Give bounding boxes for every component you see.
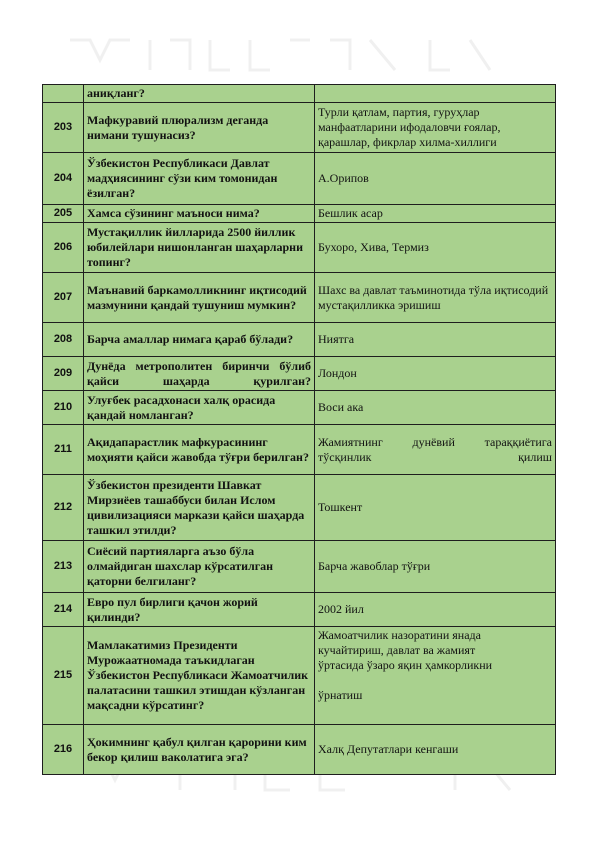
table-row — [43, 323, 556, 357]
qa-table — [42, 84, 556, 775]
answer-cell: Халқ Депутатлари кенгаши — [315, 725, 556, 775]
answer-cell — [315, 627, 556, 725]
row-number: 205 — [43, 205, 84, 223]
answer-line: ўртасида ўзаро яқин ҳамкорликни — [318, 658, 493, 672]
row-number: 209 — [43, 357, 84, 391]
row-number: 206 — [43, 223, 84, 273]
row-number: 207 — [43, 273, 84, 323]
answer-line: ўрнатиш — [318, 688, 363, 702]
table-row — [43, 593, 556, 627]
question-cell: Евро пул бирлиги қачон жорий қилинди? — [84, 593, 315, 627]
question-cell: Дунёда метрополитен биринчи бўлиб қайси шаҳарда қурилган? — [84, 357, 315, 391]
table-row — [43, 391, 556, 425]
answer-cell: Бухоро, Хива, Термиз — [315, 223, 556, 273]
question-cell: Мамлакатимиз Президенти Мурожаатномада таъкидлаган Ўзбекистон Республикаси Жамоатчилик палатасини ташкил этишдан кўзланган мақсадни кўрсатинг? — [84, 627, 315, 725]
row-number: 204 — [43, 153, 84, 205]
question-cell: Барча амаллар нимага қараб бўлади? — [84, 323, 315, 357]
answer-cell: Лондон — [315, 357, 556, 391]
question-cell: Ўзбекистон Республикаси Давлат мадҳиясининг сўзи ким томонидан ёзилган? — [84, 153, 315, 205]
row-number — [43, 85, 84, 103]
answer-cell: Шахс ва давлат таъминотида тўла иқтисодий мустақилликка эришиш — [315, 273, 556, 323]
question-cell: Сиёсий партияларга аъзо бўла олмайдиган шахслар кўрсатилган қаторни белгиланг? — [84, 541, 315, 593]
table-row — [43, 425, 556, 475]
table-row — [43, 223, 556, 273]
answer-cell: Бешлик асар — [315, 205, 556, 223]
question-cell: Маънавий баркамолликнинг иқтисодий мазмунини қандай тушуниш мумкин? — [84, 273, 315, 323]
question-cell: Мустақиллик йилларида 2500 йиллик юбилейлари нишонланган шаҳарларни топинг? — [84, 223, 315, 273]
table-row — [43, 205, 556, 223]
table-row — [43, 725, 556, 775]
row-number: 214 — [43, 593, 84, 627]
answer-cell: Барча жавоблар тўғри — [315, 541, 556, 593]
table-row — [43, 153, 556, 205]
answer-line: Жамоатчилик назоратини янада — [318, 628, 481, 642]
question-cell: аниқланг? — [84, 85, 315, 103]
question-cell: Хамса сўзининг маъноси нима? — [84, 205, 315, 223]
answer-cell: Воси ака — [315, 391, 556, 425]
row-number: 216 — [43, 725, 84, 775]
row-number: 203 — [43, 103, 84, 153]
answer-cell — [315, 85, 556, 103]
table-row — [43, 475, 556, 541]
answer-cell: А.Орипов — [315, 153, 556, 205]
table-row — [43, 627, 556, 725]
row-number: 210 — [43, 391, 84, 425]
answer-cell: Ниятга — [315, 323, 556, 357]
question-cell: Ўзбекистон президенти Шавкат Мирзиёев ташаббуси билан Ислом цивилизацияси маркази қайси шаҳарда ташкил этилди? — [84, 475, 315, 541]
table-row — [43, 541, 556, 593]
question-cell: Ҳокимнинг қабул қилган қарорини ким бекор қилиш ваколатига эга? — [84, 725, 315, 775]
question-cell: Мафкуравий плюрализм деганда нимани тушунасиз? — [84, 103, 315, 153]
table-row — [43, 273, 556, 323]
answer-cell: 2002 йил — [315, 593, 556, 627]
answer-cell: Тошкент — [315, 475, 556, 541]
answer-cell: Турли қатлам, партия, гуруҳлар манфаатларини ифодаловчи ғоялар, қарашлар, фикрлар хилма-хиллиги — [315, 103, 556, 153]
answer-cell: Жамиятнинг дунёвий тараққиётига тўсқинлик қилиш — [315, 425, 556, 475]
answer-line: кучайтириш, давлат ва жамият — [318, 643, 476, 657]
row-number: 211 — [43, 425, 84, 475]
table-row — [43, 357, 556, 391]
table-row — [43, 103, 556, 153]
row-number: 212 — [43, 475, 84, 541]
row-number: 215 — [43, 627, 84, 725]
question-cell: Ақидапарастлик мафкурасининг моҳияти қайси жавобда тўғри берилган? — [84, 425, 315, 475]
table-row — [43, 85, 556, 103]
row-number: 213 — [43, 541, 84, 593]
row-number: 208 — [43, 323, 84, 357]
question-cell: Улуғбек расадхонаси халқ орасида қандай номланган? — [84, 391, 315, 425]
answer-line — [318, 673, 552, 688]
